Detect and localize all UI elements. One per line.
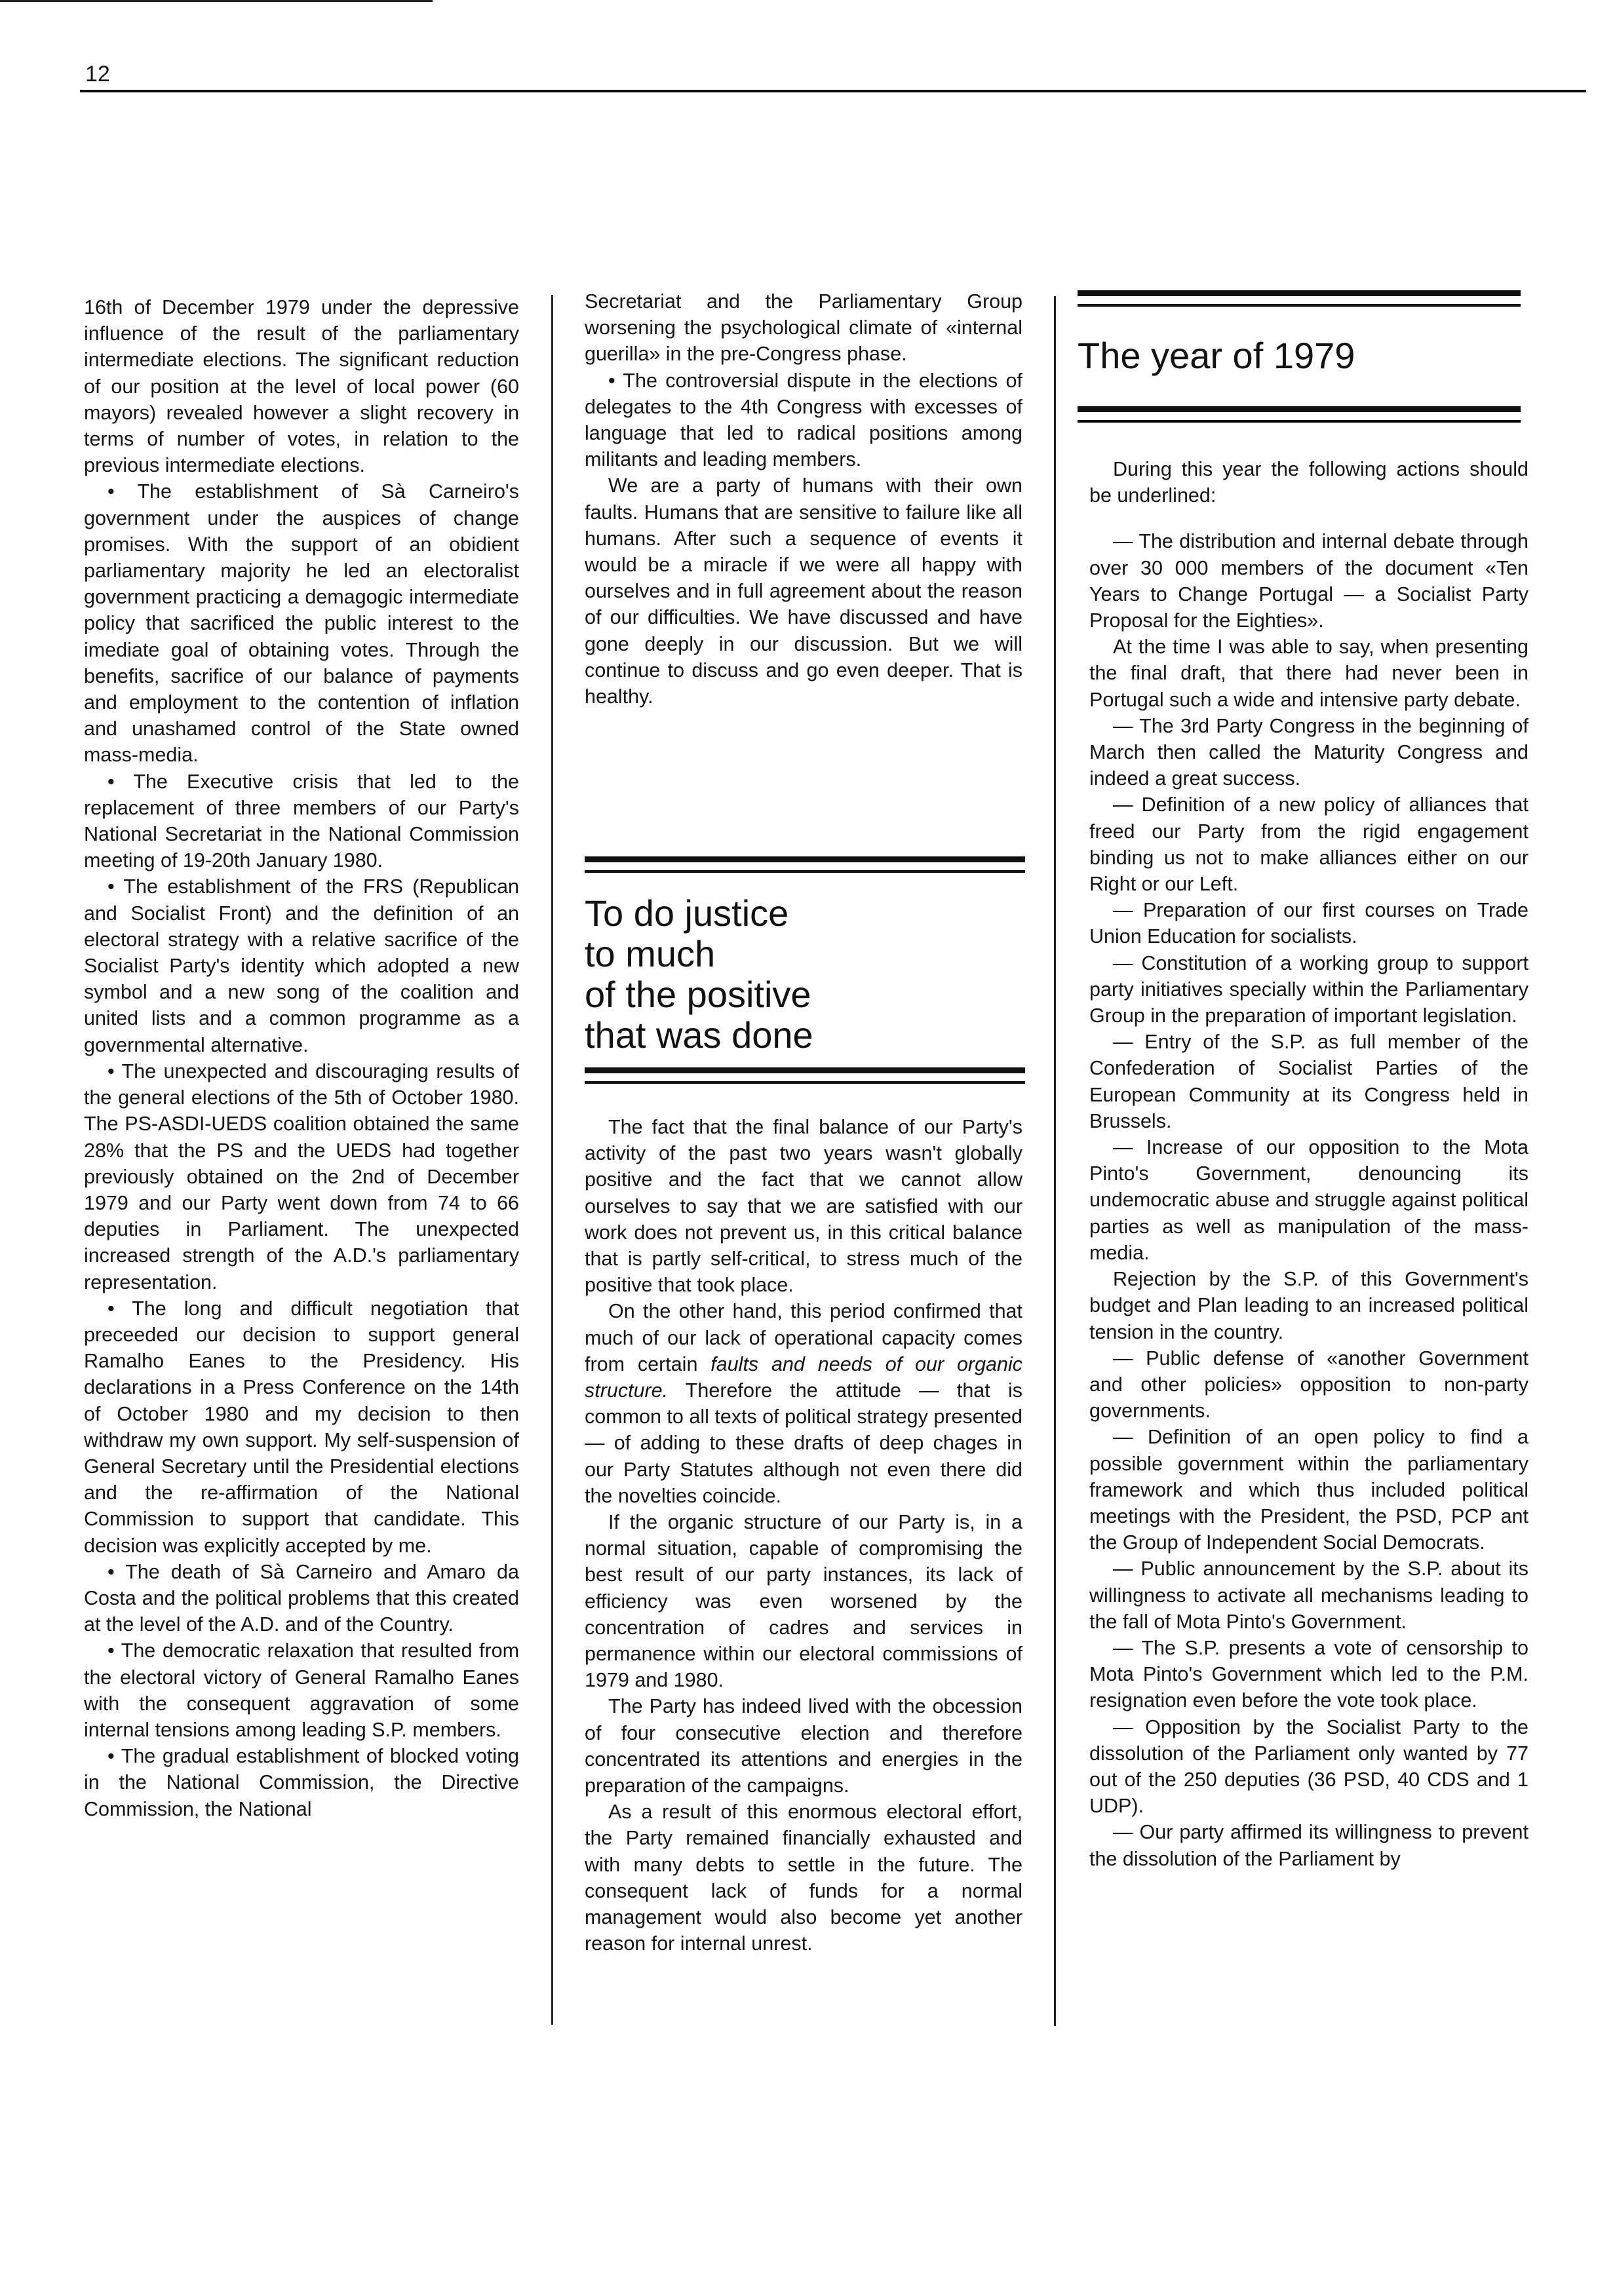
paragraph: • The long and difficult negotiation that preceeded our decision to support general Ramalho Eanes to the Presidency. His declarations in a Press Conference on the 14th of October 1980 and my decision to then withdraw my own support. My self-suspension of General Secretary until the Presidential elections and the re-affirmation of the National Commission to support that candidate. This decision was explicitly accepted by me. <box>84 1297 519 1557</box>
paragraph: As a result of this enormous electoral effort, the Party remained financially exhausted and with many debts to settle in the future. The consequent lack of funds for a normal management would also become yet another reason for internal unrest. <box>585 1801 1022 1955</box>
paragraph: • The unexpected and discouraging results of the general elections of the 5th of October 1980. The PS-ASDI-UEDS coalition obtained the same 28% that the PS and the UEDS had together previously obtained on the 2nd of December 1979 and our Party went down from 74 to 66 deputies in Parliament. The unexpected increased strength of the A.D.'s parliamentary representation. <box>84 1060 519 1293</box>
paragraph: — Entry of the S.P. as full member of the Confederation of Socialist Parties of the European Community at its Congress held in Brussels. <box>1089 1031 1528 1132</box>
paragraph <box>585 1298 1022 1509</box>
paragraph: • The controversial dispute in the elections of delegates to the 4th Congress with excesses of language that led to radical positions among militants and leading members. <box>585 369 1022 471</box>
heading-line: to much <box>585 933 716 974</box>
column-2-bottom <box>585 1114 1022 1957</box>
paragraph: The fact that the final balance of our Party's activity of the past two years wasn't globally positive and the fact that we cannot allow ourselves to say that we are satisfied with our work does not prevent us, in this critical balance that is partly self-critical, to stress much of the positive that took place. <box>585 1116 1022 1297</box>
paragraph: — Constitution of a working group to support party initiatives specially within the Parliamentary Group in the preparation of important legislation. <box>1089 951 1528 1027</box>
section-heading-1979: The year of 1979 <box>1078 335 1355 376</box>
heading-line: that was done <box>585 1014 813 1056</box>
paragraph: — Public defense of «another Government and other policies» opposition to non-party governments. <box>1089 1347 1528 1423</box>
paragraph: The Party has indeed lived with the obcession of four consecutive election and therefore concentrated its attentions and energies in the preparation of the campaigns. <box>585 1695 1022 1797</box>
header-rule <box>80 90 1586 92</box>
paragraph: — Opposition by the Socialist Party to the dissolution of the Parliament only wanted by 77 out of the 250 deputies (36 PSD, 40 CDS and 1 UDP). <box>1089 1715 1528 1818</box>
paragraph: • The gradual establishment of blocked voting in the National Commission, the Directive Commission, the National <box>84 1745 519 1820</box>
paragraph: — The S.P. presents a vote of censorship to Mota Pinto's Government which led to the P.M. resignation even before the vote took place. <box>1089 1636 1528 1712</box>
column-2-top <box>585 288 1022 710</box>
emphasis-text: faults and needs of our organic structure. <box>585 1352 1022 1402</box>
paragraph: • The Executive crisis that led to the replacement of three members of our Party's National Secretariat in the National Commission meeting of 19-20th January 1980. <box>84 770 519 872</box>
paragraph: • The death of Sà Carneiro and Amaro da Costa and the political problems that this created at the level of the A.D. and of the Country. <box>84 1560 519 1636</box>
section-rule-bottom <box>585 1067 1025 1084</box>
paragraph: — The distribution and internal debate through over 30 000 members of the document «Ten Years to Change Portugal — a Socialist Party Proposal for the Eighties». <box>1089 530 1528 632</box>
paragraph: • The establishment of Sà Carneiro's government under the auspices of change promises. With the support of an obidient parliamentary majority he led an electoralist government practicing a demagogic intermediate policy that sacrificed the public interest to the imediate goal of obtaining votes. Through the benefits, sacrifice of our balance of payments and employment to the contention of inflation and unashamed control of the State owned mass-media. <box>84 480 519 767</box>
paragraph: During this year the following actions should be underlined: <box>1089 458 1528 507</box>
section-heading-justice <box>585 893 1017 1056</box>
paragraph: — The 3rd Party Congress in the beginning of March then called the Maturity Congress and indeed a great success. <box>1089 714 1528 790</box>
section-rule-top <box>585 856 1025 873</box>
heading-line: To do justice <box>585 892 789 934</box>
section-rule-top <box>1078 290 1521 307</box>
paragraph: — Definition of an open policy to find a possible government within the parliamentary framework and which thus included political meetings with the President, the PSD, PCP ant the Group of Independent Social Democrats. <box>1089 1426 1528 1554</box>
paragraph: — Preparation of our first courses on Trade Union Education for socialists. <box>1089 899 1528 948</box>
paragraph: — Increase of our opposition to the Mota Pinto's Government, denouncing its undemocratic abuse and struggle against political parties as well as manipulation of the mass-media. <box>1089 1136 1528 1264</box>
paragraph: At the time I was able to say, when presenting the final draft, that there had never been in Portugal such a wide and intensive party debate. <box>1089 636 1528 711</box>
paragraph: — Public announcement by the S.P. about its willingness to activate all mechanisms leading to the fall of Mota Pinto's Government. <box>1089 1558 1528 1633</box>
column-3 <box>1089 456 1528 1872</box>
column-separator-2 <box>1054 296 1056 2026</box>
paragraph: • The establishment of the FRS (Republican and Socialist Front) and the definition of an electoral strategy with a relative sacrifice of the Socialist Party's identity which adopted a new symbol and a new song of the coalition and united lists and a common programme as a governmental alternative. <box>84 875 519 1056</box>
paragraph: Secretariat and the Parliamentary Group worsening the psychological climate of «internal guerilla» in the pre-Congress phase. <box>585 290 1022 366</box>
paragraph: • The democratic relaxation that resulted from the electoral victory of General Ramalho Eanes with the consequent aggravation of some internal tensions among leading S.P. members. <box>84 1639 519 1741</box>
text-run: Therefore the attitude — that is common to all texts of political strategy presented — of adding to these drafts of deep chages in our Party Statutes although not even there did the novelties coincide. <box>585 1379 1022 1507</box>
text-run: On the other hand, this period confirmed that much of our lack of operational capacity comes from certain <box>585 1300 1022 1375</box>
heading-line: of the positive <box>585 974 811 1015</box>
paragraph: — Definition of a new policy of alliances that freed our Party from the rigid engagement binding us not to make alliances either on our Right or our Left. <box>1089 794 1528 896</box>
paragraph: 16th of December 1979 under the depressive influence of the result of the parliamentary intermediate elections. The significant reduction of our position at the level of local power (60 mayors) revealed however a slight recovery in terms of number of votes, in relation to the previous intermediate elections. <box>84 296 519 477</box>
column-1 <box>84 294 519 1822</box>
paragraph: If the organic structure of our Party is, in a normal situation, capable of compromising the best result of our party instances, its lack of efficiency was even worsened by the concentration of cadres and services in permanence within our electoral commissions of 1979 and 1980. <box>585 1511 1022 1692</box>
paragraph: Rejection by the S.P. of this Government's budget and Plan leading to an increased political tension in the country. <box>1089 1268 1528 1343</box>
column-separator-1 <box>551 295 553 2025</box>
paragraph: — Our party affirmed its willingness to prevent the dissolution of the Parliament by <box>1089 1821 1528 1870</box>
top-edge-line <box>0 0 433 2</box>
page-number: 12 <box>85 62 110 86</box>
section-rule-bottom <box>1078 406 1521 423</box>
paragraph: We are a party of humans with their own faults. Humans that are sensitive to failure like all humans. After such a sequence of events it would be a miracle if we were all happy with ourselves and in full agreement about the reason of our difficulties. We have discussed and have gone deeply in our discussion. But we will continue to discuss and go even deeper. That is healthy. <box>585 474 1022 708</box>
